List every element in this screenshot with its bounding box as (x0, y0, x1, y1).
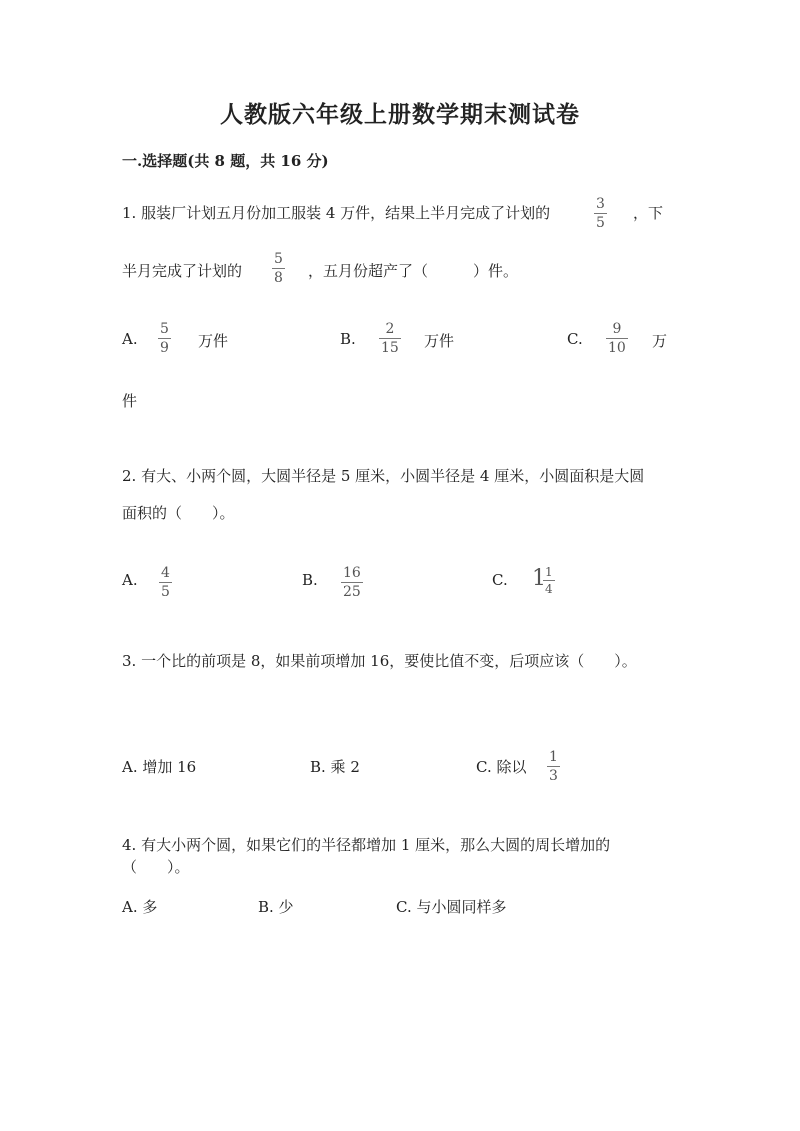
q3-option-a: A. 增加 16 (122, 758, 197, 776)
q3-option-b: B. 乘 2 (310, 758, 360, 776)
q1-text-line1-end: ，下 (633, 204, 664, 222)
denominator: 9 (160, 340, 169, 356)
q1-option-c-fraction (606, 322, 628, 355)
section-heading: 一.选择题(共 8 题，共 16 分) (122, 152, 329, 170)
q2-text-line1: 2. 有大、小两个圆，大圆半径是 5 厘米，小圆半径是 4 厘米，小圆面积是大圆 (122, 467, 645, 485)
q3-option-c-fraction (547, 750, 560, 783)
q1-fraction-5-8 (272, 252, 285, 285)
q1-option-c-label: C. (567, 330, 583, 348)
q2-option-c-label: C. (492, 571, 508, 589)
denominator: 25 (343, 584, 361, 600)
page-title: 人教版六年级上册数学期末测试卷 (220, 101, 580, 128)
q1-option-a-label: A. (122, 330, 138, 348)
numerator: 5 (160, 321, 169, 337)
q2-text-line2: 面积的（ ）。 (122, 504, 235, 522)
numerator: 9 (612, 321, 622, 337)
q3-option-c: C. 除以 (476, 758, 527, 776)
q1-option-c-unit-part1: 万 (652, 332, 668, 350)
q2-option-a-fraction (159, 566, 172, 599)
q1-frac-b-denominator: 8 (274, 270, 283, 286)
q1-option-b-unit: 万件 (424, 332, 455, 350)
q3-text: 3. 一个比的前项是 8，如果前项增加 16，要使比值不变，后项应该（ ）。 (122, 652, 637, 670)
q1-option-c-unit-part2: 件 (122, 392, 138, 410)
q4-text-line2: （ ）。 (122, 858, 190, 876)
q2-option-a-label: A. (122, 571, 138, 589)
numerator: 2 (385, 321, 395, 337)
q1-text-line2: 半月完成了计划的 (122, 262, 243, 280)
q1-option-a-fraction (158, 322, 171, 355)
q1-text-line2-end: ，五月份超产了（ ）件。 (308, 262, 519, 280)
denominator: 3 (549, 768, 558, 784)
denominator: 10 (608, 340, 626, 356)
numerator: 1 (545, 565, 553, 579)
q1-frac-a-numerator: 3 (596, 196, 605, 212)
q2-option-b-label: B. (302, 571, 318, 589)
q1-option-b-fraction (379, 322, 401, 355)
q1-frac-a-denominator: 5 (596, 215, 605, 231)
numerator: 4 (161, 565, 170, 581)
denominator: 5 (161, 584, 170, 600)
q1-text-line1: 1. 服装厂计划五月份加工服装 4 万件，结果上半月完成了计划的 (122, 204, 551, 222)
denominator: 4 (545, 582, 553, 596)
q2-option-c-whole: 1 (532, 566, 546, 591)
numerator: 16 (343, 565, 361, 581)
q4-option-a: A. 多 (122, 898, 158, 916)
q4-option-c: C. 与小圆同样多 (396, 898, 507, 916)
q1-option-b-label: B. (340, 330, 356, 348)
q1-fraction-3-5 (594, 197, 607, 230)
q1-frac-b-numerator: 5 (274, 251, 283, 267)
q1-option-a-unit: 万件 (198, 332, 229, 350)
numerator: 1 (549, 749, 558, 765)
q4-option-b: B. 少 (258, 898, 294, 916)
q4-text-line1: 4. 有大小两个圆，如果它们的半径都增加 1 厘米，那么大圆的周长增加的 (122, 836, 611, 854)
q2-option-c-fraction (543, 566, 555, 595)
q2-option-b-fraction (341, 566, 363, 599)
denominator: 15 (381, 340, 399, 356)
